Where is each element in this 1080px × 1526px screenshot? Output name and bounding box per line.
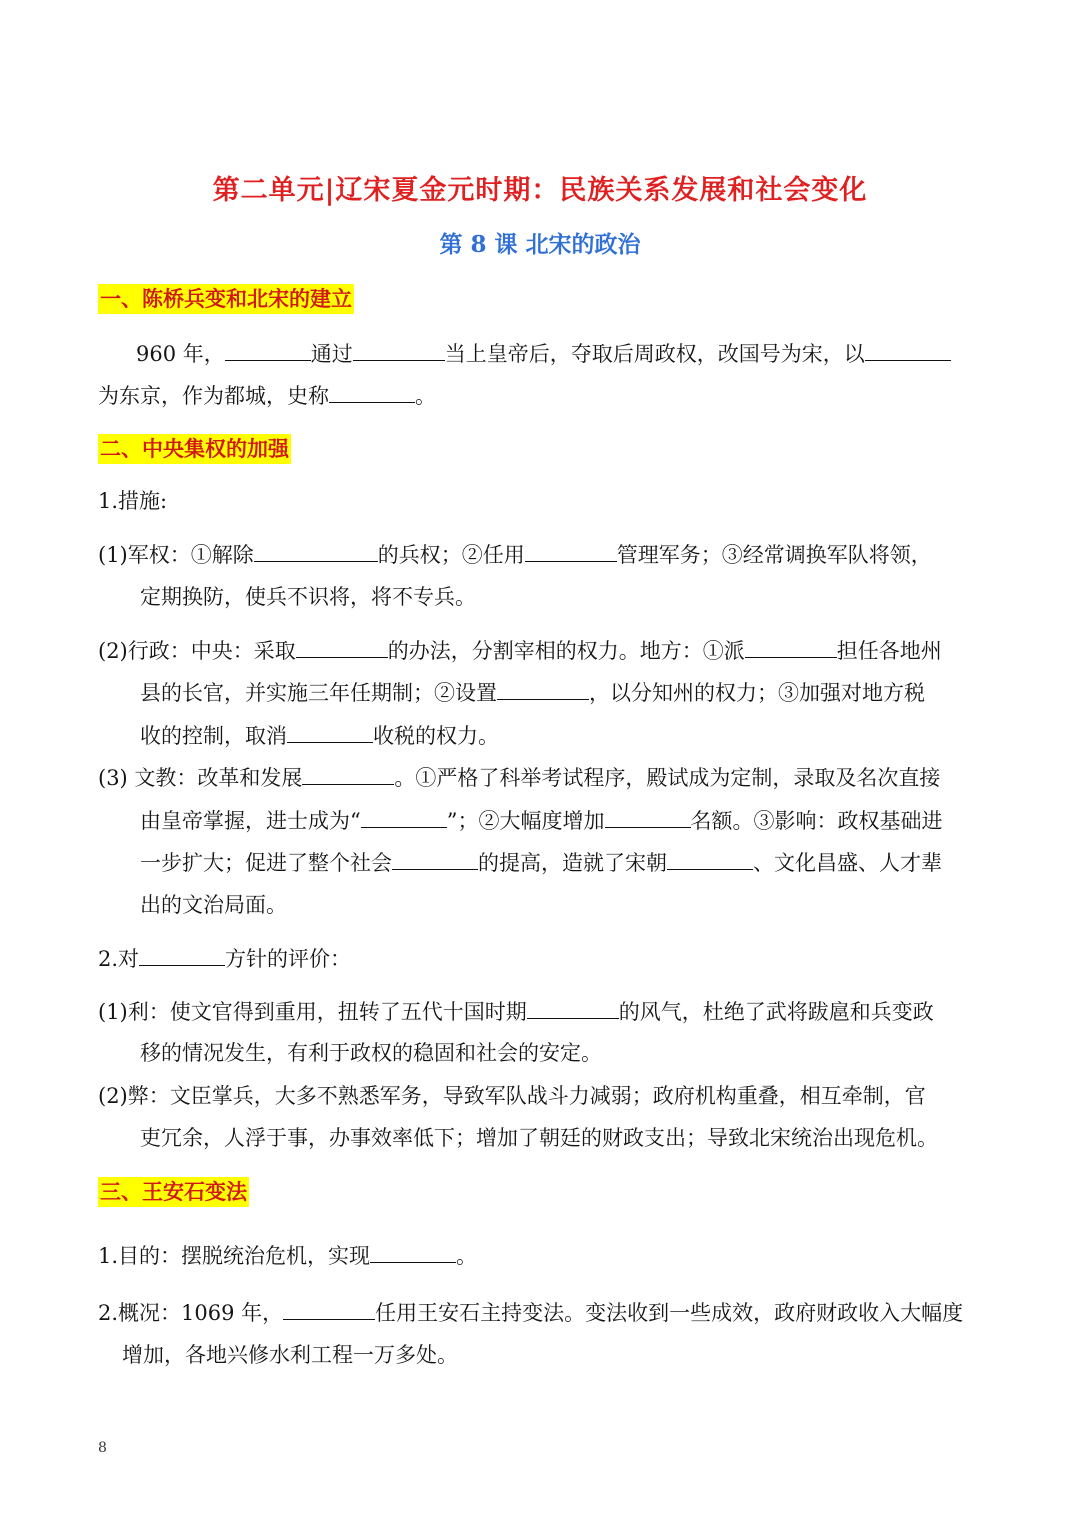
fill-blank[interactable] bbox=[287, 720, 373, 743]
military-line-1: (1)军权：①解除 的兵权；②任用 管理军务；③经常调换军队将领， bbox=[98, 539, 932, 570]
fill-blank[interactable] bbox=[296, 635, 388, 658]
section-heading-2: 二、中央集权的加强 bbox=[98, 434, 291, 464]
fill-blank[interactable] bbox=[361, 805, 447, 828]
military-line-2: 定期换防，使兵不识将，将不专兵。 bbox=[140, 585, 476, 609]
edu-line-3: 一步扩大；促进了整个社会 的提高，造就了宋朝 、文化昌盛、人才辈 bbox=[140, 847, 942, 878]
page-number: 8 bbox=[98, 1440, 107, 1456]
lesson-title: 第 8 课 北宋的政治 bbox=[439, 231, 641, 258]
measures-label: 1.措施: bbox=[98, 489, 168, 513]
section-heading-3: 三、王安石变法 bbox=[98, 1177, 249, 1207]
fill-blank[interactable] bbox=[329, 380, 415, 403]
fill-blank[interactable] bbox=[527, 996, 619, 1019]
fill-blank[interactable] bbox=[225, 338, 311, 361]
s1-line-1: 960 年， 通过 当上皇帝后，夺取后周政权，改国号为宋，以 bbox=[136, 338, 951, 369]
fill-blank[interactable] bbox=[865, 338, 951, 361]
pros-line-2: 移的情况发生，有利于政权的稳固和社会的安定。 bbox=[140, 1041, 602, 1065]
edu-line-2: 由皇帝掌握，进士成为“ ”；②大幅度增加 名额。③影响：政权基础进 bbox=[140, 805, 943, 836]
fill-blank[interactable] bbox=[254, 539, 378, 562]
fill-blank[interactable] bbox=[497, 677, 589, 700]
s1-line-2: 为东京，作为都城，史称 。 bbox=[98, 380, 436, 411]
overview-line-1: 2.概况：1069 年， 任用王安石主持变法。变法收到一些成效，政府财政收入大幅度 bbox=[98, 1297, 963, 1328]
fill-blank[interactable] bbox=[605, 805, 691, 828]
fill-blank[interactable] bbox=[667, 847, 753, 870]
admin-line-3: 收的控制，取消 收税的权力。 bbox=[140, 720, 499, 751]
unit-title: 第二单元|辽宋夏金元时期：民族关系发展和社会变化 bbox=[212, 175, 868, 206]
edu-line-4: 出的文治局面。 bbox=[140, 893, 287, 917]
fill-blank[interactable] bbox=[302, 762, 394, 785]
pros-line-1: (1)利：使文官得到重用，扭转了五代十国时期 的风气，杜绝了武将跋扈和兵变政 bbox=[98, 996, 934, 1027]
fill-blank[interactable] bbox=[139, 943, 225, 966]
purpose-line: 1.目的：摆脱统治危机，实现 。 bbox=[98, 1240, 477, 1271]
cons-line-1: (2)弊：文臣掌兵，大多不熟悉军务，导致军队战斗力减弱；政府机构重叠，相互牵制，官 bbox=[98, 1084, 926, 1108]
fill-blank[interactable] bbox=[353, 338, 445, 361]
evaluation-label: 2.对 方针的评价： bbox=[98, 943, 351, 974]
fill-blank[interactable] bbox=[283, 1297, 375, 1320]
fill-blank[interactable] bbox=[392, 847, 478, 870]
edu-line-1: (3) 文教：改革和发展 。①严格了科举考试程序，殿试成为定制，录取及名次直接 bbox=[98, 762, 940, 793]
section-heading-1: 一、陈桥兵变和北宋的建立 bbox=[98, 284, 354, 314]
fill-blank[interactable] bbox=[525, 539, 617, 562]
fill-blank[interactable] bbox=[745, 635, 837, 658]
admin-line-2: 县的长官，并实施三年任期制；②设置 ，以分知州的权力；③加强对地方税 bbox=[140, 677, 925, 708]
admin-line-1: (2)行政：中央：采取 的办法，分割宰相的权力。地方：①派 担任各地州 bbox=[98, 635, 942, 666]
fill-blank[interactable] bbox=[370, 1240, 456, 1263]
overview-line-2: 增加，各地兴修水利工程一万多处。 bbox=[122, 1343, 458, 1367]
cons-line-2: 吏冗余，人浮于事，办事效率低下；增加了朝廷的财政支出；导致北宋统治出现危机。 bbox=[140, 1126, 938, 1150]
